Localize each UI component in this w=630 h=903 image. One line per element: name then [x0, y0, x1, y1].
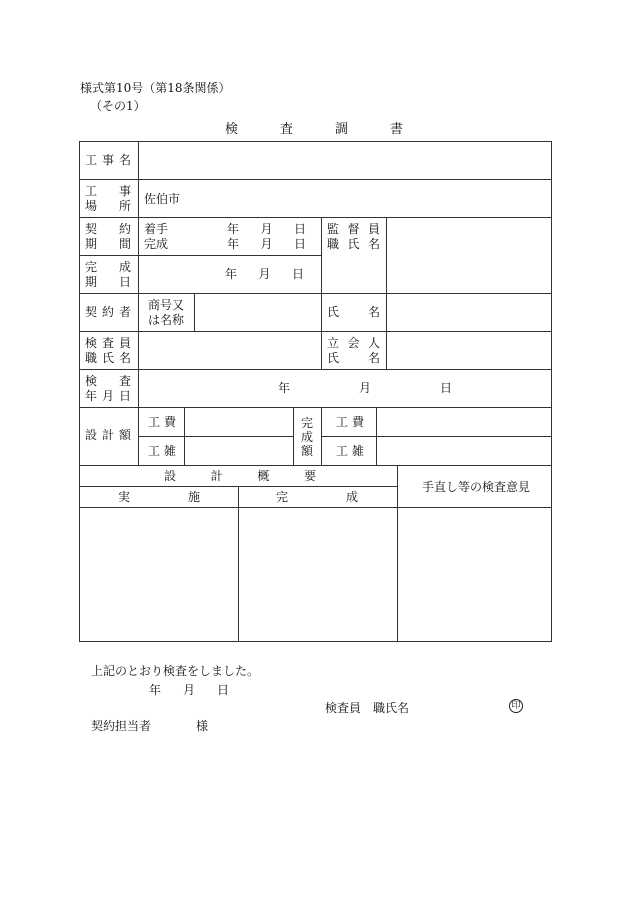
- label-koji-place: 工 事: [85, 184, 131, 198]
- label-supervisor: 職 氏 名: [327, 237, 380, 251]
- inspector-name-label: 検査員 職氏名: [325, 701, 410, 715]
- label-witness: 氏 名: [327, 351, 380, 365]
- label-contract-period: 契 約: [85, 222, 131, 236]
- title-char: 検: [225, 122, 239, 137]
- label-design-amount: 設 計 額: [85, 428, 131, 442]
- statement: 上記のとおり検査をしました。: [91, 664, 260, 678]
- col-divider: [321, 407, 322, 465]
- label-contractor: 契 約 者: [85, 305, 131, 319]
- col-divider: [376, 407, 377, 465]
- label-witness: 立 会 人: [327, 336, 380, 350]
- place-value: 佐伯市: [144, 192, 181, 206]
- end-date: 年 月 日: [227, 237, 306, 251]
- row-divider: [321, 436, 552, 437]
- title-char: 書: [389, 122, 403, 137]
- seal-icon: 印: [509, 699, 523, 713]
- row-divider: [79, 179, 552, 180]
- form-subnumber: （その1）: [90, 99, 146, 113]
- label-inspection-date: 年 月 日: [85, 389, 131, 403]
- row-divider: [79, 507, 552, 508]
- title-char: 調: [334, 122, 348, 137]
- col-divider: [194, 293, 195, 331]
- label-company-name: は名称: [148, 313, 185, 327]
- col-divider: [238, 486, 239, 642]
- row-divider: [79, 369, 552, 370]
- inspection-date: 年 月 日: [278, 381, 452, 395]
- label-name: 氏 名: [327, 305, 380, 319]
- row-divider: [138, 436, 293, 437]
- col-divider: [321, 217, 322, 369]
- row-divider: [79, 465, 552, 466]
- honorific-sama: 様: [196, 719, 209, 733]
- label-supervisor: 監 督 員: [327, 222, 380, 236]
- label-implementation: 実 施: [118, 490, 200, 504]
- label-kohi: 工 費: [148, 415, 176, 429]
- row-divider: [79, 331, 552, 332]
- label-completion: 完 成: [276, 490, 358, 504]
- label-inspector: 職 氏 名: [85, 351, 131, 365]
- document-title: [225, 118, 403, 137]
- label-inspection-date: 検 査: [85, 374, 131, 388]
- col-divider: [386, 217, 387, 369]
- row-divider: [79, 293, 552, 294]
- footer-date: 年 月 日: [149, 683, 229, 697]
- label-koji-place: 場 所: [85, 199, 131, 213]
- label-completion-amount: 完 成 額: [301, 416, 314, 458]
- title-char: 査: [279, 122, 293, 137]
- row-divider: [79, 217, 552, 218]
- label-inspection-opinion: 手直し等の検査意見: [422, 480, 531, 494]
- col-divider: [138, 141, 139, 465]
- row-divider: [79, 255, 322, 256]
- col-divider: [293, 407, 294, 465]
- row-divider: [79, 407, 552, 408]
- form-number: 様式第10号（第18条関係）: [80, 81, 231, 95]
- label-completion-date: 期 日: [85, 275, 131, 289]
- label-contract-period: 期 間: [85, 237, 131, 251]
- label-koji-name: 工 事 名: [85, 153, 131, 167]
- start-label: 着手: [144, 222, 169, 236]
- label-kozatsu: 工 雑: [336, 444, 364, 458]
- completion-date: 年 月 日: [225, 267, 304, 281]
- label-kohi: 工 費: [336, 415, 364, 429]
- col-divider: [397, 465, 398, 642]
- label-inspector: 検 査 員: [85, 336, 131, 350]
- start-date: 年 月 日: [227, 222, 306, 236]
- label-kozatsu: 工 雑: [148, 444, 176, 458]
- contract-officer-label: 契約担当者: [91, 719, 152, 733]
- end-label: 完成: [144, 237, 169, 251]
- label-company-name: 商号又: [148, 298, 185, 312]
- col-divider: [184, 407, 185, 465]
- label-completion-date: 完 成: [85, 260, 131, 274]
- label-design-summary: 設 計 概 要: [164, 469, 316, 483]
